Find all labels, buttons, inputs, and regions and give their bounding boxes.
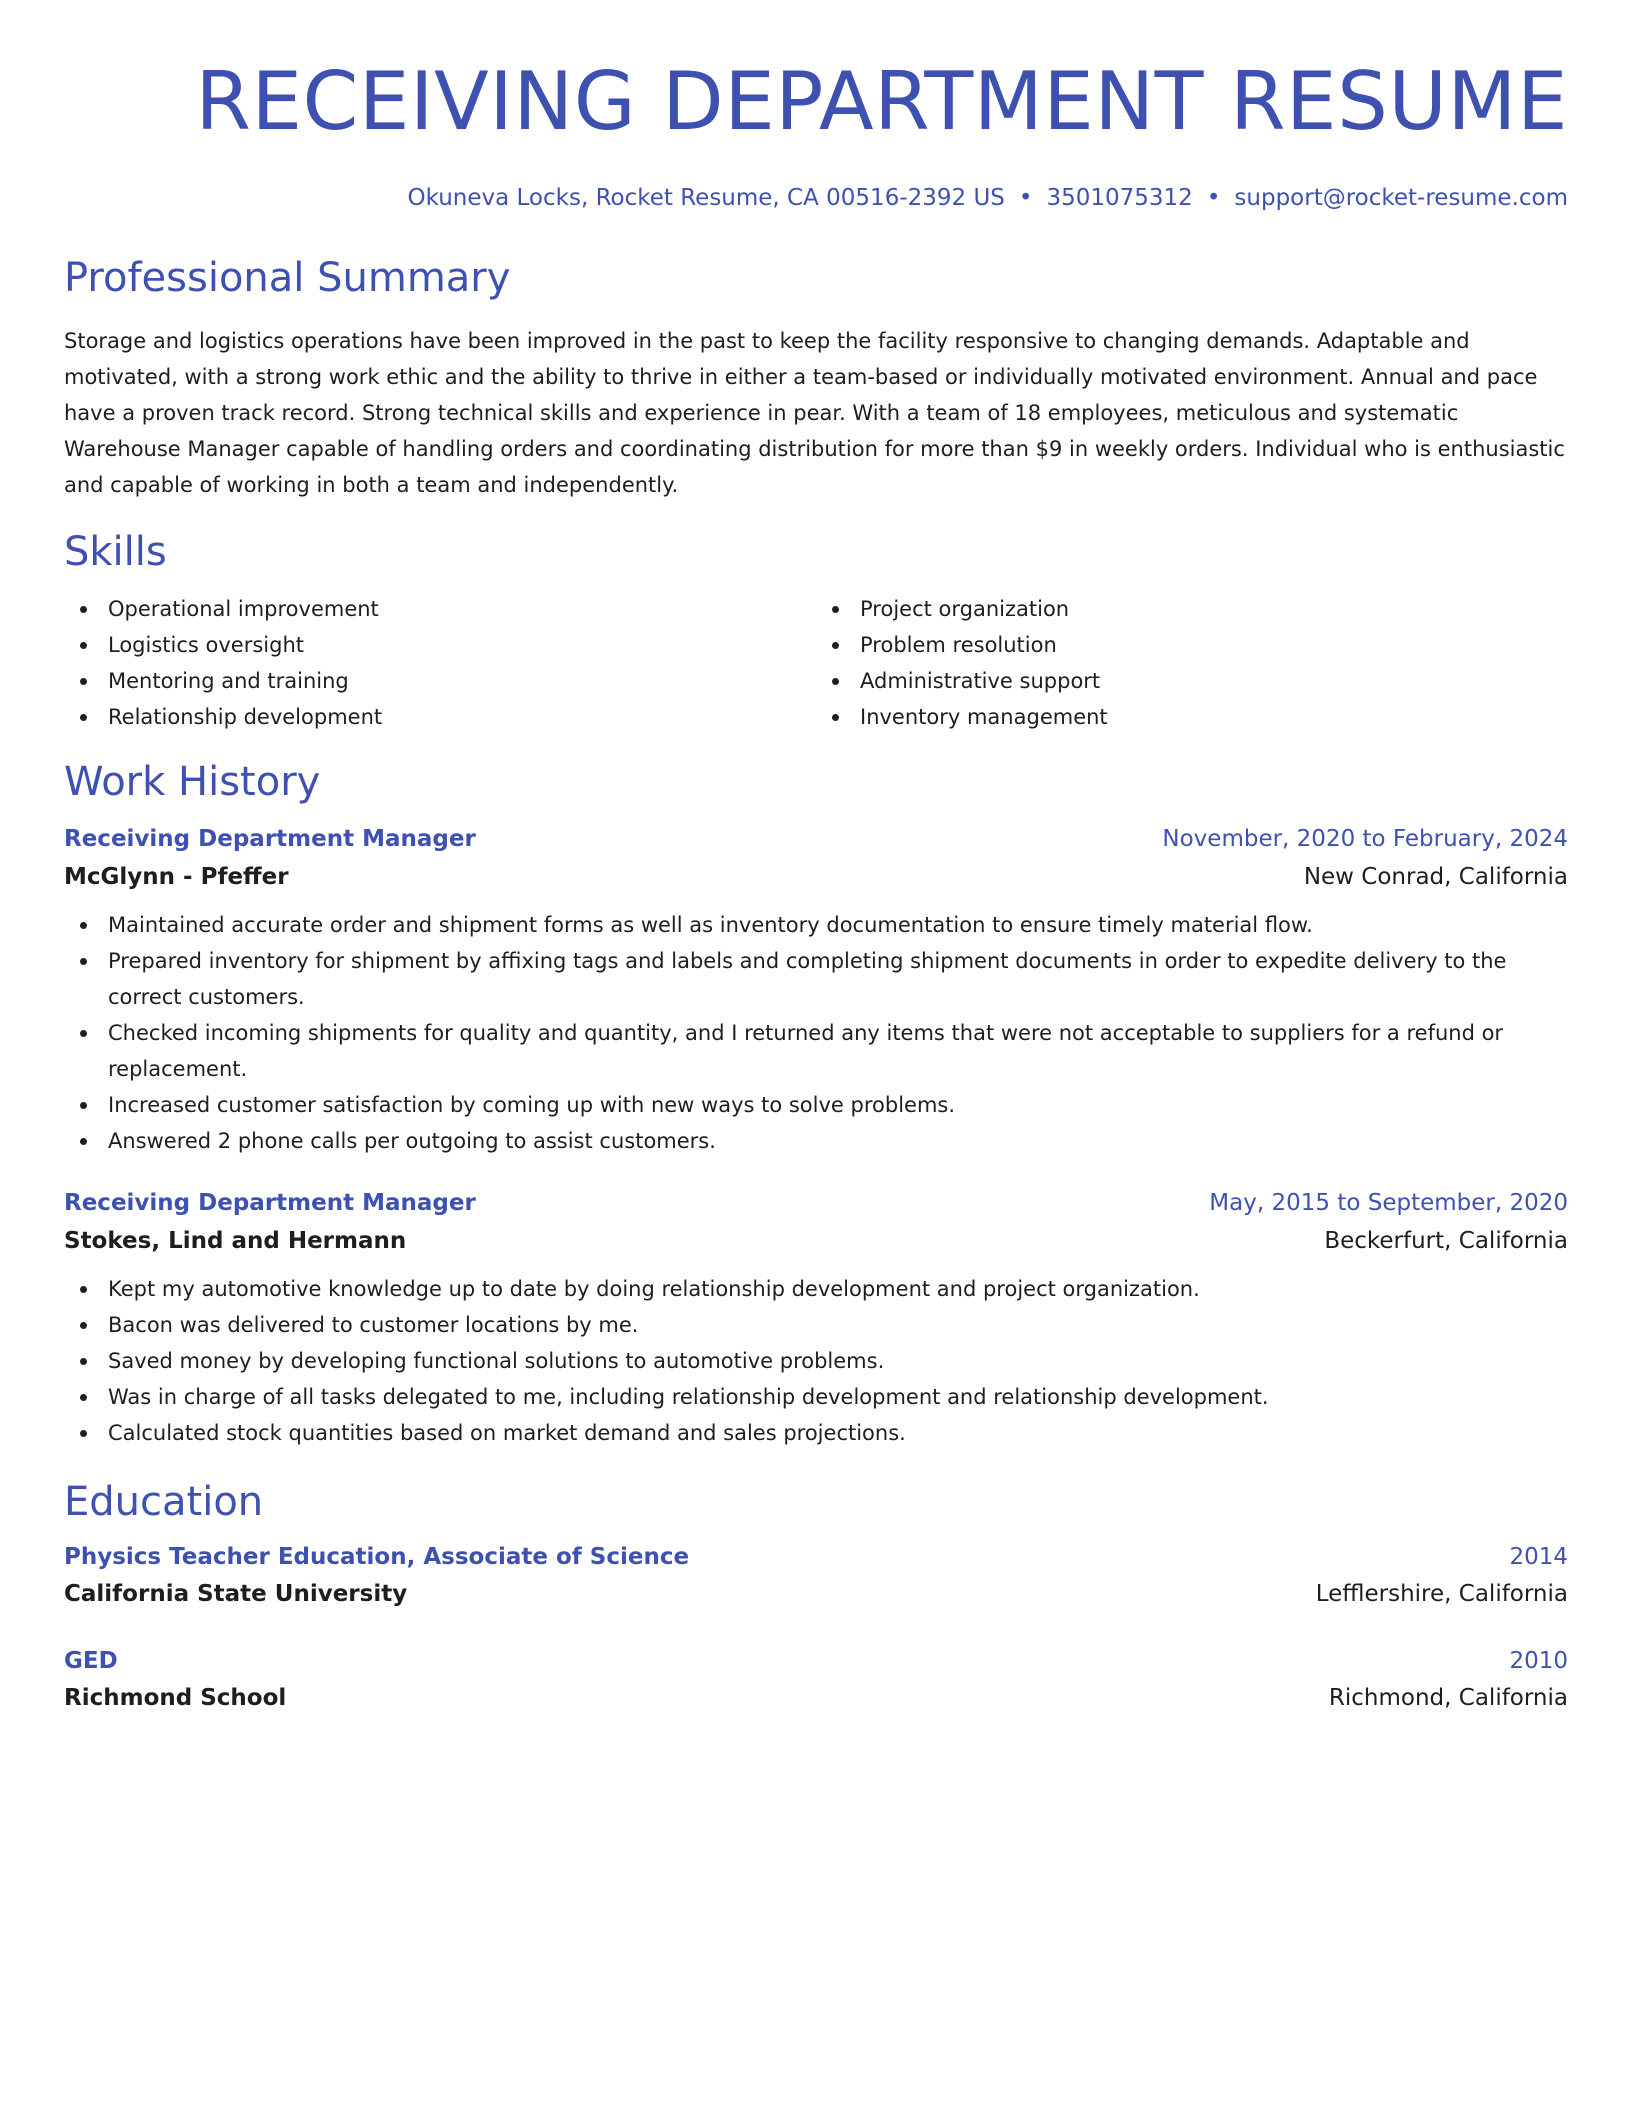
education-header-row — [64, 1643, 1568, 1679]
job-title: Receiving Department Manager — [64, 1190, 476, 1216]
work-history-heading: Work History — [64, 759, 321, 805]
skill-item: Inventory management — [816, 699, 1568, 735]
job-bullet: Kept my automotive knowledge up to date by doing relationship development and project organization. — [64, 1271, 1568, 1307]
education-location: Richmond, California — [1328, 1685, 1568, 1711]
skill-item: Project organization — [816, 591, 1568, 627]
job-entry — [64, 821, 1568, 1159]
summary-heading: Professional Summary — [64, 255, 511, 301]
job-company: McGlynn - Pfeffer — [64, 864, 289, 890]
job-bullet: Checked incoming shipments for quality and quantity, and I returned any items that were not acceptable to suppliers for a refund or replacement. — [64, 1015, 1568, 1087]
job-bullet: Calculated stock quantities based on market demand and sales projections. — [64, 1415, 1568, 1451]
resume-title: RECEIVING DEPARTMENT RESUME — [195, 55, 1568, 148]
job-bullet: Answered 2 phone calls per outgoing to assist customers. — [64, 1123, 1568, 1159]
job-dates: May, 2015 to September, 2020 — [1209, 1190, 1568, 1216]
job-bullet: Bacon was delivered to customer locations by me. — [64, 1307, 1568, 1343]
education-degree: GED — [64, 1648, 118, 1674]
skill-item: Problem resolution — [816, 627, 1568, 663]
skills-heading: Skills — [64, 529, 167, 575]
skill-item: Relationship development — [64, 699, 816, 735]
job-dates: November, 2020 to February, 2024 — [1162, 826, 1568, 852]
job-location: New Conrad, California — [1303, 864, 1568, 890]
contact-address: Okuneva Locks, Rocket Resume, CA 00516-2392 US — [407, 185, 1005, 211]
education-school-row — [64, 1575, 1568, 1613]
education-degree: Physics Teacher Education, Associate of Science — [64, 1544, 690, 1570]
job-bullet: Was in charge of all tasks delegated to me, including relationship development and relationship development. — [64, 1379, 1568, 1415]
contact-line — [64, 183, 1568, 213]
skill-item: Administrative support — [816, 663, 1568, 699]
skill-item: Logistics oversight — [64, 627, 816, 663]
skill-item: Operational improvement — [64, 591, 816, 627]
job-header-row — [64, 821, 1568, 857]
education-school: California State University — [64, 1581, 408, 1607]
contact-separator: • — [1018, 185, 1033, 211]
education-entry — [64, 1539, 1568, 1613]
contact-phone: 3501075312 — [1046, 185, 1193, 211]
job-bullets — [64, 1271, 1568, 1451]
job-header-row — [64, 1185, 1568, 1221]
skills-column-right — [816, 591, 1568, 735]
skills-grid — [64, 591, 1568, 735]
education-year: 2010 — [1509, 1648, 1568, 1674]
skill-item: Mentoring and training — [64, 663, 816, 699]
education-location: Lefflershire, California — [1315, 1581, 1568, 1607]
education-school: Richmond School — [64, 1685, 287, 1711]
education-entry — [64, 1643, 1568, 1717]
job-bullet: Increased customer satisfaction by coming up with new ways to solve problems. — [64, 1087, 1568, 1123]
education-school-row — [64, 1679, 1568, 1717]
job-org-row — [64, 1221, 1568, 1261]
job-entry — [64, 1185, 1568, 1451]
contact-separator: • — [1206, 185, 1221, 211]
education-year: 2014 — [1509, 1544, 1568, 1570]
job-title: Receiving Department Manager — [64, 826, 476, 852]
education-heading: Education — [64, 1479, 264, 1525]
contact-email: support@rocket-resume.com — [1234, 185, 1568, 211]
job-bullet: Saved money by developing functional solutions to automotive problems. — [64, 1343, 1568, 1379]
job-bullets — [64, 907, 1568, 1159]
skills-column-left — [64, 591, 816, 735]
job-bullet: Prepared inventory for shipment by affixing tags and labels and completing shipment documents in order to expedite delivery to the correct customers. — [64, 943, 1568, 1015]
job-org-row — [64, 857, 1568, 897]
job-bullet: Maintained accurate order and shipment forms as well as inventory documentation to ensure timely material flow. — [64, 907, 1568, 943]
education-header-row — [64, 1539, 1568, 1575]
job-company: Stokes, Lind and Hermann — [64, 1228, 407, 1254]
summary-text: Storage and logistics operations have been improved in the past to keep the facility responsive to changing demands. Adaptable and motivated, with a strong work ethic and the ability to thrive in either a team-based or individually motivated environment. Annual and pace have a proven track record. Strong technical skills and experience in pear. With a team of 18 employees, meticulous and systematic Warehouse Manager capable of handling orders and coordinating distribution for more than $9 in weekly orders. Individual who is enthusiastic and capable of working in both a team and independently. — [64, 329, 1565, 497]
job-location: Beckerfurt, California — [1324, 1228, 1568, 1254]
